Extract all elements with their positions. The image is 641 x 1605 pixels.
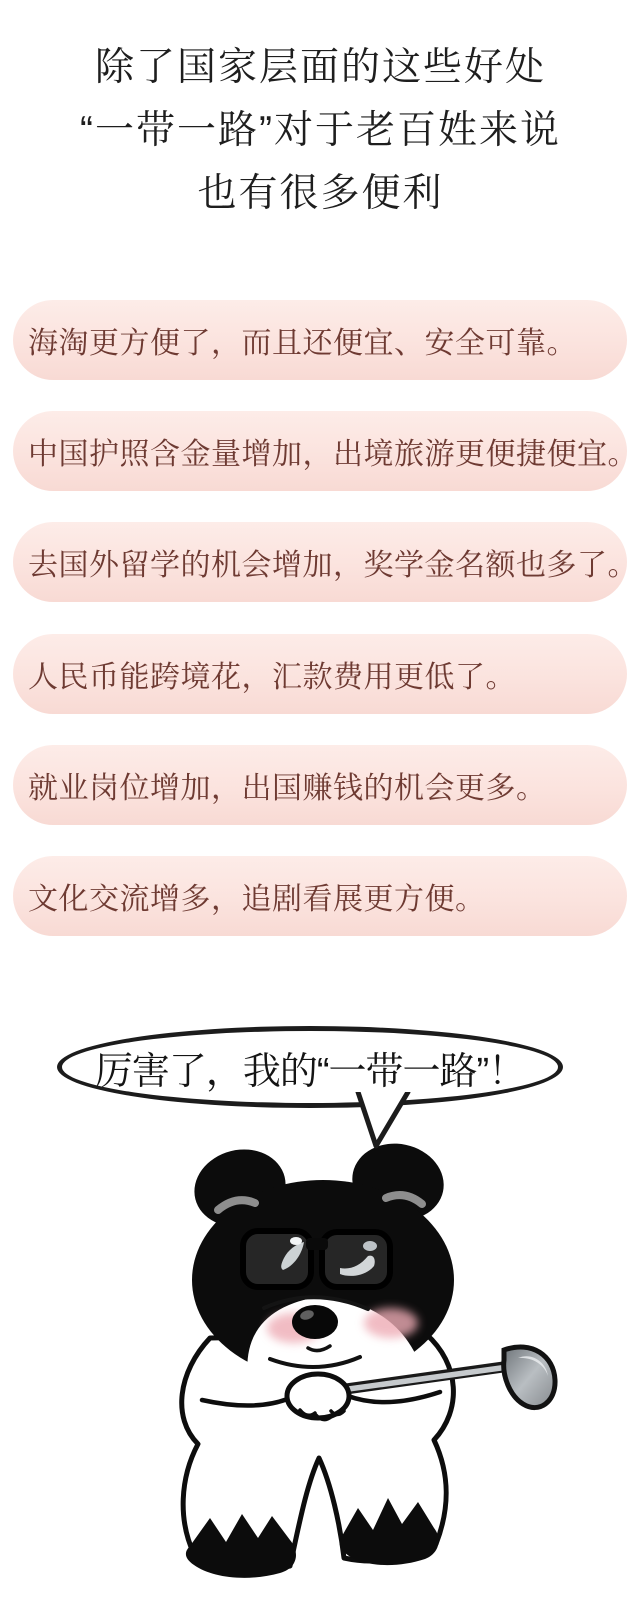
speech-bubble-tail-icon (348, 1092, 418, 1150)
benefit-bubble-5 (13, 745, 627, 825)
title-line-2: “一带一路”对于老百姓来说 (80, 109, 561, 152)
mascot-dog-golfer-illustration (118, 1138, 580, 1605)
page-title (0, 36, 641, 225)
benefit-bubble-2 (13, 411, 638, 491)
benefit-text-4: 人民币能跨境花，汇款费用更低了。 (28, 661, 516, 694)
benefit-bubble-4 (13, 634, 627, 714)
nose-icon (292, 1305, 338, 1339)
benefit-text-6: 文化交流增多，追剧看展更方便。 (28, 883, 486, 916)
title-line-3: 也有很多便利 (197, 172, 444, 215)
benefit-text-1: 海淘更方便了，而且还便宜、安全可靠。 (28, 327, 577, 360)
benefit-text-2: 中国护照含金量增加，出境旅游更便捷便宜。 (28, 438, 638, 471)
title-line-1: 除了国家层面的这些好处 (94, 46, 546, 89)
benefit-text-3: 去国外留学的机会增加，奖学金名额也多了。 (28, 549, 638, 582)
benefit-bubble-1 (13, 300, 627, 380)
speech-bubble-text: 厉害了，我的“一带一路”！ (94, 1050, 526, 1093)
benefit-bubble-6 (13, 856, 627, 936)
speech-bubble (57, 1026, 563, 1108)
benefit-text-5: 就业岗位增加，出国赚钱的机会更多。 (28, 772, 547, 805)
right-blush (364, 1308, 418, 1338)
paw-icon (287, 1374, 349, 1420)
benefit-bubble-3 (13, 522, 638, 602)
